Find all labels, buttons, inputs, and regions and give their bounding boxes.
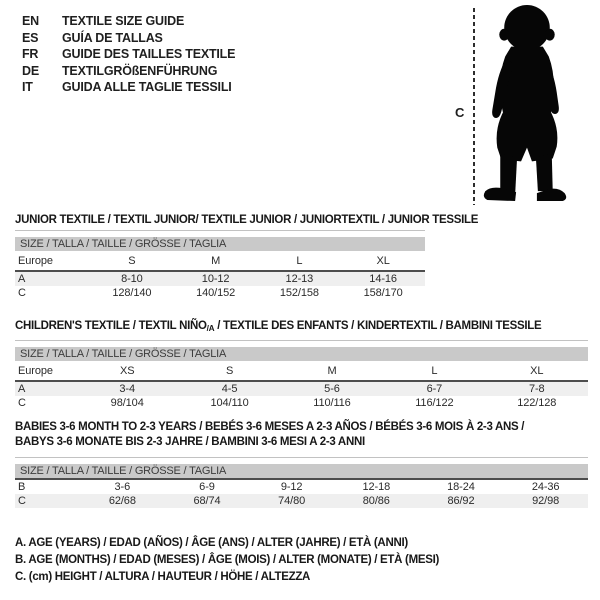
table-row xyxy=(15,251,425,271)
row-label: C xyxy=(18,397,26,409)
language-code: IT xyxy=(22,80,33,94)
language-title: TEXTILGRÖßENFÜHRUNG xyxy=(62,63,218,78)
size-cell: S xyxy=(90,251,174,271)
children-title-subscript: /A xyxy=(206,324,215,333)
table-row xyxy=(15,480,588,494)
babies-title-line1: BABIES 3-6 MONTH TO 2-3 YEARS / BEBÉS 3-6 MESES A 2-3 AÑOS / BÉBÉS 3-6 MOIS À 2-3 ANS / xyxy=(15,421,525,433)
size-cell: 122/128 xyxy=(517,397,557,409)
children-title-post: / TEXTILE DES ENFANTS / KINDERTEXTIL / BAMBINI TESSILE xyxy=(214,320,542,332)
size-cell: XL xyxy=(341,251,425,271)
language-row xyxy=(22,63,235,80)
table-row xyxy=(15,271,425,286)
row-label: C xyxy=(15,494,80,508)
size-cell: 24-36 xyxy=(531,481,560,493)
row-label: C xyxy=(18,287,26,299)
row-label: A xyxy=(15,271,90,286)
height-measure-label: C xyxy=(455,105,465,120)
junior-section-title: JUNIOR TEXTILE / TEXTIL JUNIOR/ TEXTILE JUNIOR / JUNIORTEXTIL / JUNIOR TESSILE xyxy=(15,214,479,226)
size-cell: 10-12 xyxy=(174,271,258,286)
babies-title-line2: BABYS 3-6 MONATE BIS 2-3 JAHRE / BAMBINI 3-6 MESI A 2-3 ANNI xyxy=(15,436,365,448)
size-cell: 152/158 xyxy=(279,287,319,299)
table-top-line xyxy=(15,230,425,231)
children-size-table xyxy=(15,340,588,410)
size-cell: 3-6 xyxy=(114,481,131,493)
size-cell: 116/122 xyxy=(415,397,454,409)
silhouette-ear xyxy=(499,29,509,41)
language-code: FR xyxy=(22,47,39,61)
size-cell: 6-9 xyxy=(199,481,215,493)
size-cell: 98/104 xyxy=(110,397,144,409)
size-cell: 158/170 xyxy=(363,287,403,299)
silhouette-ear xyxy=(545,29,555,41)
babies-table xyxy=(15,480,588,508)
legend-note-line: B. AGE (MONTHS) / EDAD (MESES) / ÂGE (MOIS) / ALTER (MONATE) / ETÀ (MESI) xyxy=(15,554,440,566)
silhouette-leg xyxy=(536,154,553,192)
children-table xyxy=(15,361,588,410)
language-code: EN xyxy=(22,14,39,28)
size-cell: 68/74 xyxy=(165,494,250,508)
table-row xyxy=(15,381,588,396)
size-cell: 104/110 xyxy=(210,397,249,409)
toddler-silhouette-image xyxy=(479,3,573,205)
size-cell: 6-7 xyxy=(383,381,485,396)
size-cell: S xyxy=(178,361,280,381)
size-cell: 5-6 xyxy=(281,381,383,396)
height-measure-dashed-line xyxy=(473,8,475,205)
size-cell: 74/80 xyxy=(249,494,334,508)
children-title-pre: CHILDREN'S TEXTILE / TEXTIL NIÑO xyxy=(15,320,207,332)
size-cell: M xyxy=(174,251,258,271)
size-cell: 12-13 xyxy=(258,271,342,286)
row-label: Europe xyxy=(15,361,76,381)
size-cell: L xyxy=(383,361,485,381)
size-cell: 18-24 xyxy=(447,481,475,493)
size-cell: 12-18 xyxy=(362,481,391,493)
legend-note-line: C. (cm) HEIGHT / ALTURA / HAUTEUR / HÖHE / ALTEZZA xyxy=(15,571,311,583)
size-cell: 4-5 xyxy=(178,381,280,396)
size-cell: 9-12 xyxy=(280,481,303,493)
language-title: GUÍA DE TALLAS xyxy=(62,30,163,45)
size-cell: 8-10 xyxy=(90,271,174,286)
size-cell: M xyxy=(281,361,383,381)
language-title-list xyxy=(22,13,235,96)
table-row xyxy=(15,396,588,410)
size-cell: 80/86 xyxy=(334,494,419,508)
children-section-title xyxy=(15,320,541,333)
babies-section-title xyxy=(15,420,524,450)
row-label: B xyxy=(18,481,26,493)
language-title: GUIDA ALLE TAGLIE TESSILI xyxy=(62,80,232,94)
silhouette-hips xyxy=(497,110,558,161)
size-cell: 140/152 xyxy=(196,287,236,299)
size-cell: 92/98 xyxy=(503,494,588,508)
language-row xyxy=(22,79,235,96)
table-row xyxy=(15,361,588,381)
size-cell: L xyxy=(258,251,342,271)
junior-size-table xyxy=(15,230,425,300)
table-row xyxy=(15,494,588,508)
row-label: A xyxy=(15,381,76,396)
size-cell: 128/140 xyxy=(112,287,152,299)
language-code: DE xyxy=(22,63,39,78)
size-cell: 110/116 xyxy=(313,397,351,409)
table-top-line xyxy=(15,340,588,341)
table-row xyxy=(15,286,425,300)
size-header-bar: SIZE / TALLA / TAILLE / GRÖSSE / TAGLIA xyxy=(15,237,425,251)
silhouette-head xyxy=(504,5,550,51)
legend-notes xyxy=(15,535,439,586)
table-top-line xyxy=(15,457,588,458)
language-title: GUIDE DES TAILLES TEXTILE xyxy=(62,47,236,61)
language-title: TEXTILE SIZE GUIDE xyxy=(62,14,185,28)
size-header-bar: SIZE / TALLA / TAILLE / GRÖSSE / TAGLIA xyxy=(15,347,588,361)
size-cell: 62/68 xyxy=(80,494,165,508)
size-cell: 3-4 xyxy=(76,381,178,396)
babies-size-table xyxy=(15,457,588,508)
junior-table xyxy=(15,251,425,300)
language-row xyxy=(22,30,235,47)
language-code: ES xyxy=(22,30,39,45)
size-cell: XL xyxy=(486,361,588,381)
size-cell: 86/92 xyxy=(419,494,504,508)
size-header-bar: SIZE / TALLA / TAILLE / GRÖSSE / TAGLIA xyxy=(15,464,588,480)
row-label: Europe xyxy=(15,251,90,271)
size-cell: 7-8 xyxy=(486,381,588,396)
size-cell: 14-16 xyxy=(341,271,425,286)
legend-note-line: A. AGE (YEARS) / EDAD (AÑOS) / ÂGE (ANS) / ALTER (JAHRE) / ETÀ (ANNI) xyxy=(15,537,408,549)
language-row xyxy=(22,13,235,30)
size-cell: XS xyxy=(76,361,178,381)
language-row xyxy=(22,46,235,63)
